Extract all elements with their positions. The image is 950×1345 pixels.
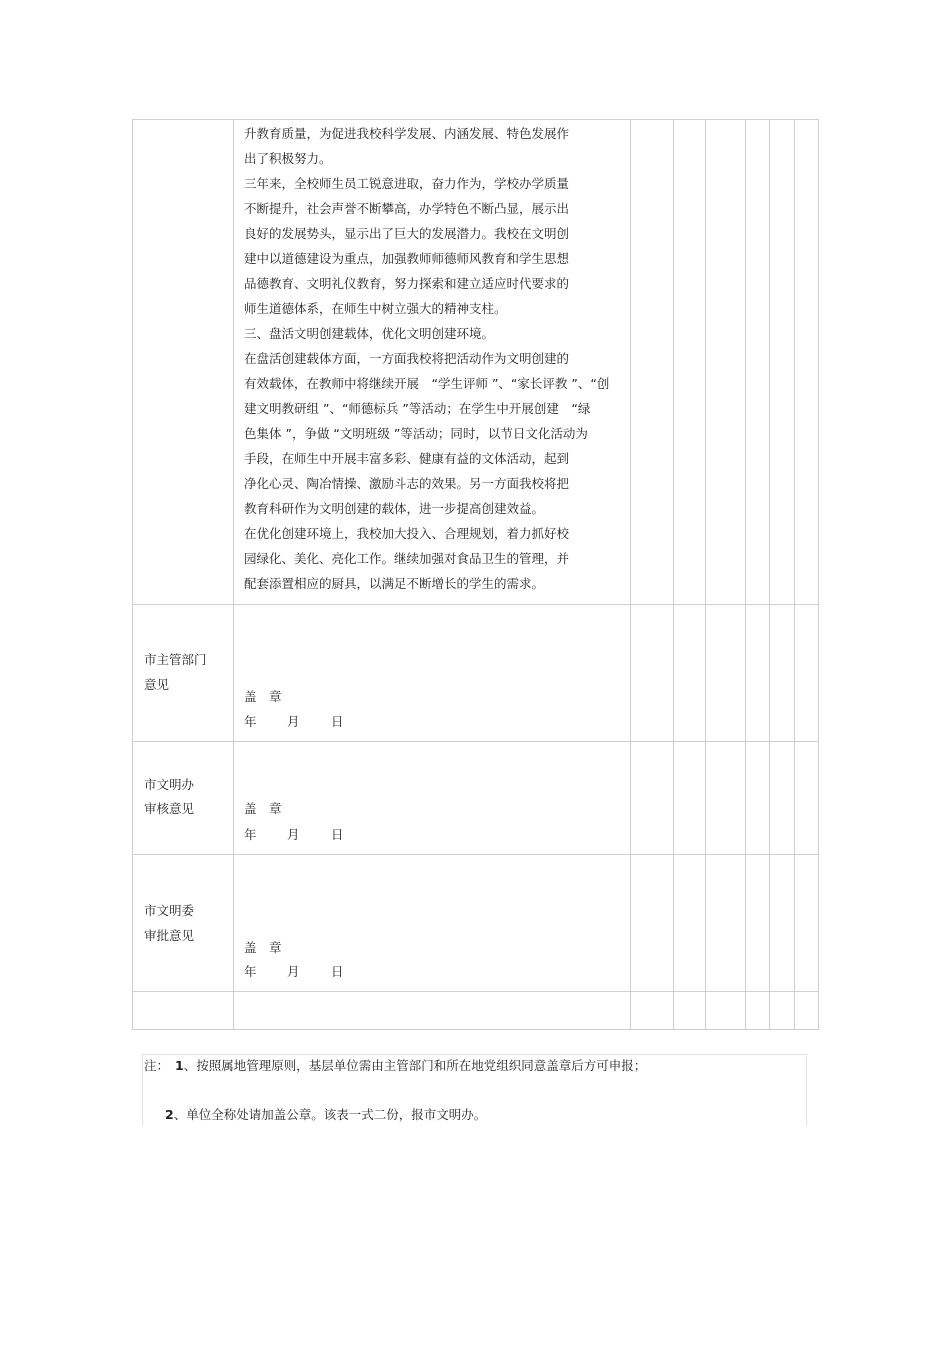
notes-prefix: 注： bbox=[144, 1058, 170, 1073]
section-label-line1: 市文明委 bbox=[144, 903, 195, 918]
row-divider bbox=[132, 854, 819, 855]
day-label: 日 bbox=[331, 714, 344, 729]
notes-border-left bbox=[142, 1054, 143, 1126]
body-line: 教育科研作为文明创建的载体，进一步提高创建效益。 bbox=[244, 501, 545, 516]
row-divider bbox=[132, 741, 819, 742]
note-item-1-number: 1 bbox=[175, 1058, 184, 1073]
body-line: 在优化创建环境上，我校加大投入、合理规划，着力抓好校 bbox=[244, 526, 570, 541]
column-divider bbox=[233, 119, 234, 1030]
date-line bbox=[244, 964, 344, 979]
seal-label: 盖 章 bbox=[244, 940, 282, 955]
column-divider bbox=[673, 119, 674, 1030]
column-divider bbox=[794, 119, 795, 1030]
month-label: 月 bbox=[287, 964, 300, 979]
body-line: 出了积极努力。 bbox=[244, 151, 332, 166]
note-item-2-text: 、单位全称处请加盖公章。该表一式二份，报市文明办。 bbox=[173, 1107, 487, 1122]
month-label: 月 bbox=[287, 827, 300, 842]
row-divider bbox=[132, 991, 819, 992]
year-label: 年 bbox=[244, 827, 257, 842]
body-line: 品德教育、文明礼仪教育，努力探索和建立适应时代要求的 bbox=[244, 276, 570, 291]
note-item-1-text: 、按照属地管理原则，基层单位需由主管部门和所在地党组织同意盖章后方可申报； bbox=[183, 1058, 647, 1073]
section-label-line2: 意见 bbox=[144, 677, 170, 692]
notes-border-top bbox=[142, 1054, 807, 1055]
table-border-left bbox=[132, 119, 133, 1030]
row-divider bbox=[132, 604, 819, 605]
section-label-line1: 市文明办 bbox=[144, 777, 195, 792]
table-border-bottom bbox=[132, 1029, 819, 1030]
note-item-2 bbox=[165, 1107, 486, 1122]
column-divider bbox=[745, 119, 746, 1030]
column-divider bbox=[705, 119, 706, 1030]
date-line bbox=[244, 714, 344, 729]
body-line: 净化心灵、陶冶情操、激励斗志的效果。另一方面我校将把 bbox=[244, 476, 570, 491]
section-label-line2: 审核意见 bbox=[144, 801, 195, 816]
section-label-line1: 市主管部门 bbox=[144, 652, 207, 667]
body-line: 不断提升，社会声誉不断攀高，办学特色不断凸显，展示出 bbox=[244, 201, 570, 216]
section-heading: 三、盘活文明创建载体，优化文明创建环境。 bbox=[244, 326, 495, 341]
body-line: 升教育质量，为促进我校科学发展、内涵发展、特色发展作 bbox=[244, 126, 570, 141]
body-line: 良好的发展势头，显示出了巨大的发展潜力。我校在文明创 bbox=[244, 226, 570, 241]
column-divider bbox=[630, 119, 631, 1030]
body-line: 三年来，全校师生员工锐意进取，奋力作为，学校办学质量 bbox=[244, 176, 570, 191]
day-label: 日 bbox=[331, 827, 344, 842]
notes-border-right bbox=[806, 1054, 807, 1126]
year-label: 年 bbox=[244, 964, 257, 979]
note-item-2-number: 2 bbox=[165, 1107, 174, 1122]
seal-label: 盖 章 bbox=[244, 689, 282, 704]
body-line: 手段，在师生中开展丰富多彩、健康有益的文体活动，起到 bbox=[244, 451, 570, 466]
table-border-right bbox=[818, 119, 819, 1030]
body-line: 师生道德体系，在师生中树立强大的精神支柱。 bbox=[244, 301, 507, 316]
day-label: 日 bbox=[331, 964, 344, 979]
seal-label: 盖 章 bbox=[244, 801, 282, 816]
column-divider bbox=[769, 119, 770, 1030]
table-border-top bbox=[132, 119, 819, 120]
body-line: 建中以道德建设为重点，加强教师师德师风教育和学生思想 bbox=[244, 251, 570, 266]
month-label: 月 bbox=[287, 714, 300, 729]
body-line: 建文明教研组 ”、“师德标兵 ”等活动；在学生中开展创建 “绿 bbox=[244, 401, 591, 416]
body-line: 园绿化、美化、亮化工作。继续加强对食品卫生的管理，并 bbox=[244, 551, 570, 566]
body-line: 色集体 ”，争做 “文明班级 ”等活动；同时，以节日文化活动为 bbox=[244, 426, 588, 441]
body-line: 配套添置相应的厨具，以满足不断增长的学生的需求。 bbox=[244, 576, 545, 591]
year-label: 年 bbox=[244, 714, 257, 729]
body-line: 有效载体，在教师中将继续开展 “学生评师 ”、“家长评教 ”、“创 bbox=[244, 376, 610, 391]
date-line bbox=[244, 827, 344, 842]
section-label-line2: 审批意见 bbox=[144, 928, 195, 943]
body-line: 在盘活创建载体方面，一方面我校将把活动作为文明创建的 bbox=[244, 351, 570, 366]
note-item-1 bbox=[175, 1058, 646, 1073]
